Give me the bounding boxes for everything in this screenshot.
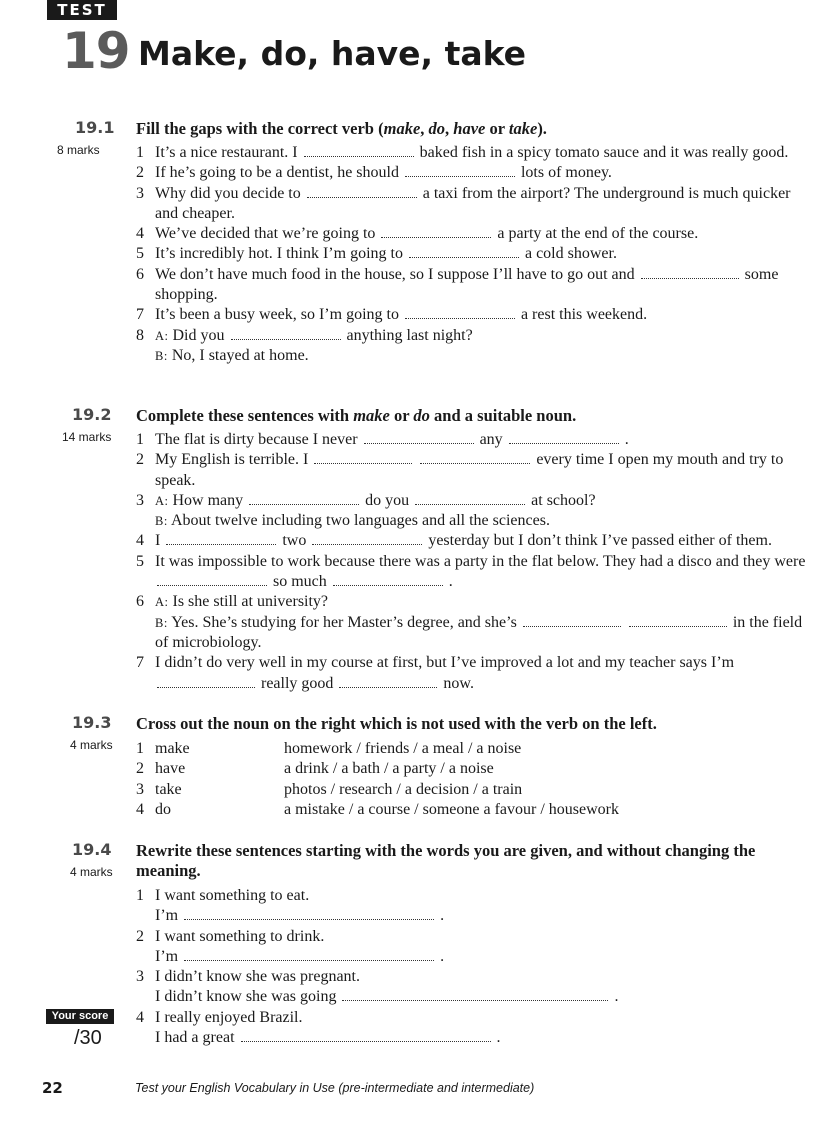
section-number: 19.2 xyxy=(72,405,112,424)
answer-blank[interactable] xyxy=(157,677,255,688)
answer-blank[interactable] xyxy=(184,950,434,961)
exercise-item: 6 A: Is she still at university? B: Yes. She’s studying for her Master’s degree, and she’s in the field of microbiology. xyxy=(136,593,803,651)
section-number: 19.1 xyxy=(75,118,115,137)
section-marks: 8 marks xyxy=(57,143,100,157)
answer-blank[interactable] xyxy=(364,433,474,444)
exercise-item: 3 I didn’t know she was pregnant. I didn’t know she was going . xyxy=(136,968,619,1006)
answer-blank[interactable] xyxy=(241,1031,491,1042)
noun-options[interactable]: homework / friends / a meal / a noise xyxy=(284,740,522,757)
answer-blank[interactable] xyxy=(415,494,525,505)
exercise-item: 7 I didn’t do very well in my course at first, but I’ve improved a lot and my teacher says I’m really good now. xyxy=(136,654,735,692)
section-instruction: Complete these sentences with make or do and a suitable noun. xyxy=(136,406,577,425)
section-marks: 14 marks xyxy=(62,430,112,444)
answer-blank[interactable] xyxy=(333,575,443,586)
exercise-item: 8 A: Did you anything last night? B: No, I stayed at home. xyxy=(136,326,473,364)
exercise-item: 4 I really enjoyed Brazil. I had a great . xyxy=(136,1008,501,1047)
exercise-item: 1 The flat is dirty because I never any . xyxy=(136,431,629,448)
noun-options[interactable]: a mistake / a course / someone a favour / housework xyxy=(284,800,620,818)
answer-blank[interactable] xyxy=(307,187,417,198)
exercise-list xyxy=(136,430,811,694)
answer-blank[interactable] xyxy=(405,308,515,319)
score-total: /30 xyxy=(74,1027,102,1049)
answer-blank[interactable] xyxy=(409,247,519,258)
exercise-item: 1 It’s a nice restaurant. I baked fish in a spicy tomato sauce and it was really good. xyxy=(136,144,789,161)
verb-cell: have xyxy=(155,760,186,778)
verb-noun-table xyxy=(136,739,776,820)
answer-blank[interactable] xyxy=(339,677,437,688)
exercise-item: 3 A: How many do you at school? B: About twelve including two languages and all the sciences. xyxy=(136,491,596,530)
section-marks: 4 marks xyxy=(70,738,113,752)
test-number: 19 xyxy=(62,22,130,80)
section-instruction: Fill the gaps with the correct verb (make, do, have or take). xyxy=(136,119,547,138)
answer-blank[interactable] xyxy=(166,534,276,545)
verb-cell: make xyxy=(155,740,190,757)
noun-options[interactable]: a drink / a bath / a party / a noise xyxy=(284,760,494,778)
exercise-item: 2 If he’s going to be a dentist, he should lots of money. xyxy=(136,164,612,182)
table-row: 1 make homework / friends / a meal / a noise xyxy=(136,739,776,759)
exercise-item: 1 I want something to eat. I’m . xyxy=(136,887,445,925)
verb-cell: take xyxy=(155,780,182,798)
book-title: Test your English Vocabulary in Use (pre-intermediate and intermediate) xyxy=(135,1081,535,1095)
noun-options[interactable]: photos / research / a decision / a train xyxy=(284,780,523,798)
answer-blank[interactable] xyxy=(405,166,515,177)
answer-blank[interactable] xyxy=(184,909,434,920)
table-row: 3 take photos / research / a decision / a train xyxy=(136,780,776,800)
exercise-item: 2 I want something to drink. I’m . xyxy=(136,927,445,965)
answer-blank[interactable] xyxy=(420,453,530,464)
exercise-item: 5 It’s incredibly hot. I think I’m going to a cold shower. xyxy=(136,245,617,263)
exercise-list xyxy=(136,143,806,366)
answer-blank[interactable] xyxy=(231,329,341,340)
page-number: 22 xyxy=(42,1079,63,1097)
answer-blank[interactable] xyxy=(641,268,739,279)
answer-blank[interactable] xyxy=(342,990,608,1001)
page-title: Make, do, have, take xyxy=(138,34,527,73)
exercise-item: 4 I two yesterday but I don’t think I’ve passed either of them. xyxy=(136,532,772,550)
section-number: 19.3 xyxy=(72,713,112,732)
answer-blank[interactable] xyxy=(312,534,422,545)
answer-blank[interactable] xyxy=(381,227,491,238)
answer-blank[interactable] xyxy=(314,453,412,464)
exercise-item: 5 It was impossible to work because there was a party in the flat below. They had a disco and they were so much . xyxy=(136,552,806,591)
exercise-item: 3 Why did you decide to a taxi from the airport? The underground is much quicker and cheaper. xyxy=(136,184,791,222)
table-row: 2 have a drink / a bath / a party / a noise xyxy=(136,759,776,779)
section-instruction: Cross out the noun on the right which is not used with the verb on the left. xyxy=(136,714,657,733)
exercise-item: 2 My English is terrible. I every time I open my mouth and try to speak. xyxy=(136,451,784,489)
exercise-list xyxy=(136,886,776,1048)
section-instruction: Rewrite these sentences starting with the words you are given, and without changing the meaning. xyxy=(136,841,756,880)
test-badge: TEST xyxy=(47,0,117,20)
answer-blank[interactable] xyxy=(157,575,267,586)
exercise-item: 7 It’s been a busy week, so I’m going to a rest this weekend. xyxy=(136,306,648,324)
answer-blank[interactable] xyxy=(629,616,727,627)
exercise-item: 4 We’ve decided that we’re going to a party at the end of the course. xyxy=(136,225,699,243)
answer-blank[interactable] xyxy=(509,433,619,444)
table-row: 4 do a mistake / a course / someone a favour / housework xyxy=(136,800,776,820)
answer-blank[interactable] xyxy=(249,494,359,505)
answer-blank[interactable] xyxy=(304,146,414,157)
answer-blank[interactable] xyxy=(523,616,621,627)
section-marks: 4 marks xyxy=(70,865,113,879)
exercise-item: 6 We don’t have much food in the house, so I suppose I’ll have to go out and some shopping. xyxy=(136,265,779,304)
verb-cell: do xyxy=(155,800,171,818)
score-label: Your score xyxy=(46,1009,114,1024)
section-number: 19.4 xyxy=(72,840,112,859)
